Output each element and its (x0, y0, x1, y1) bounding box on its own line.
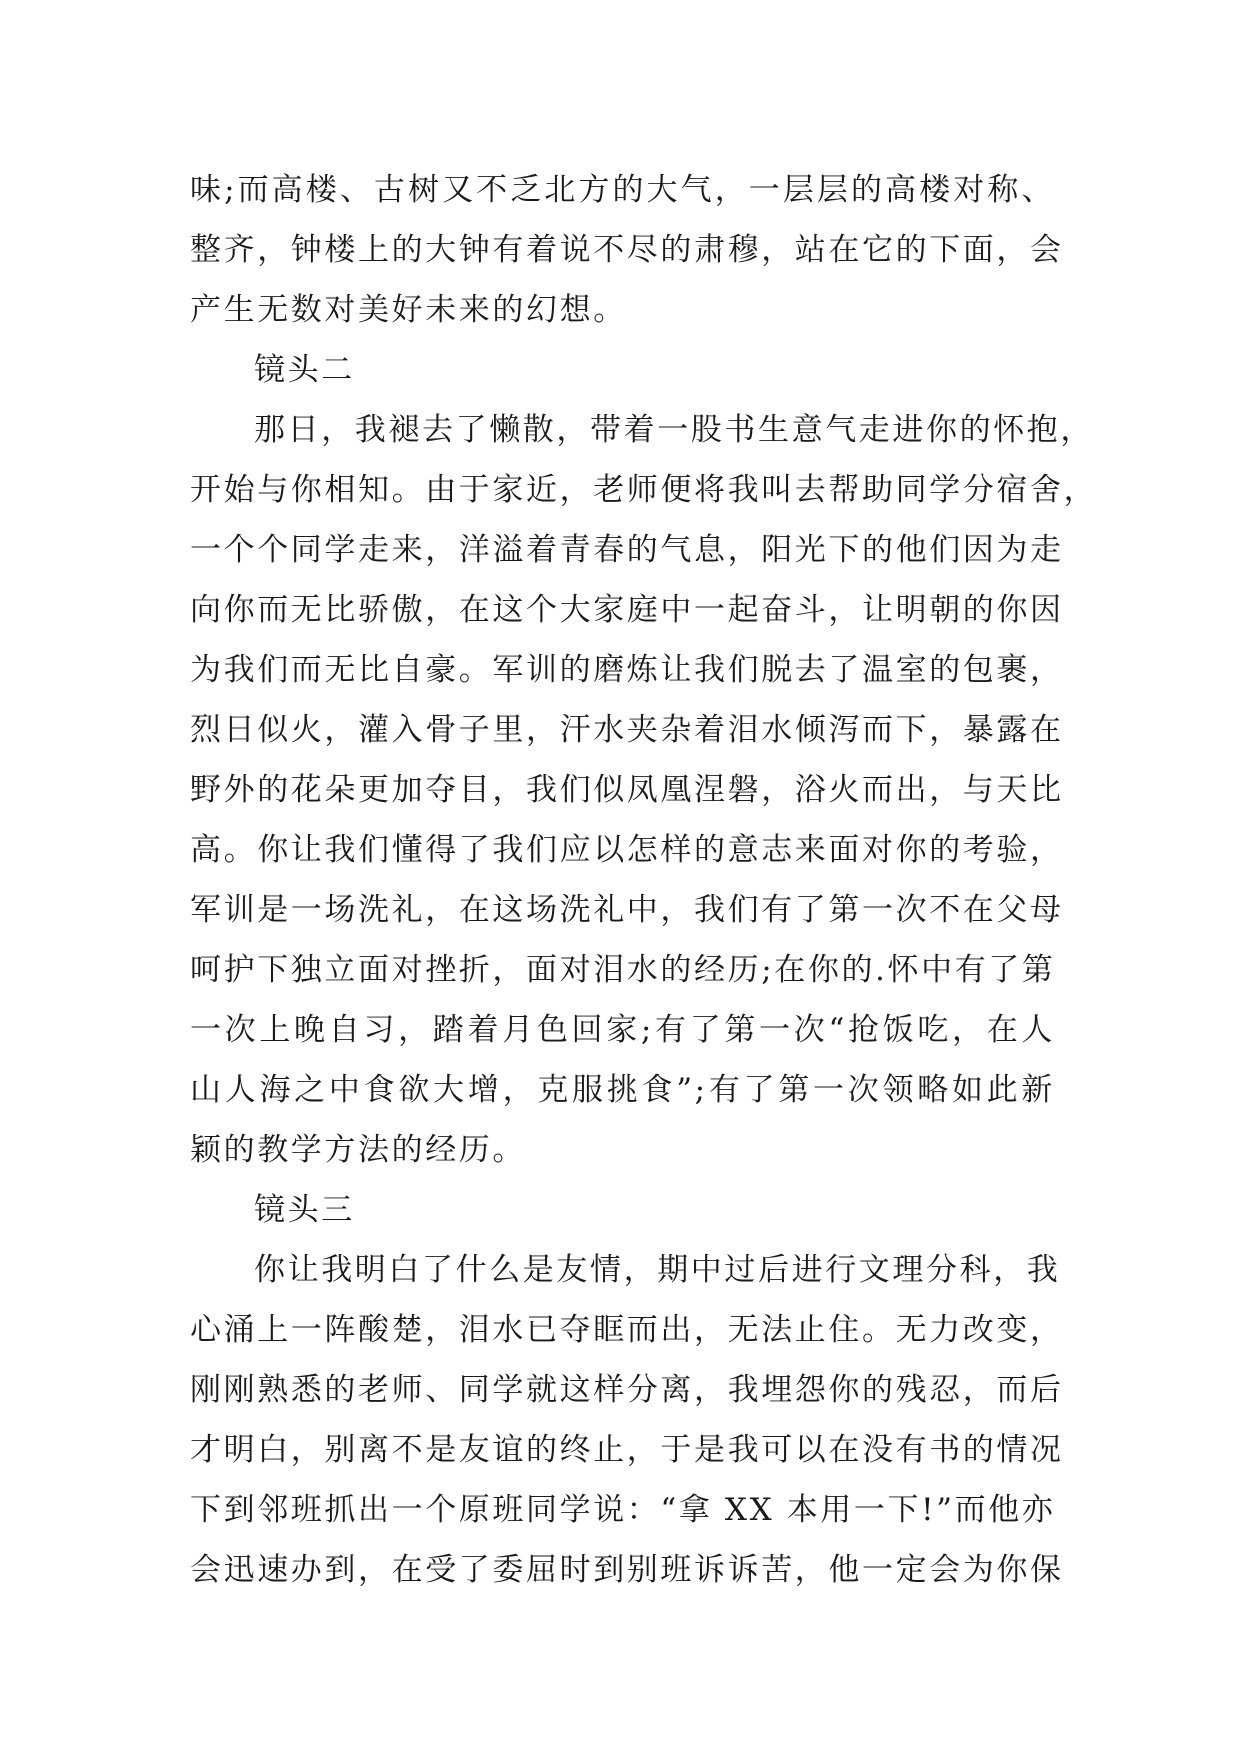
text-line: 向你而无比骄傲，在这个大家庭中一起奋斗，让明朝的你因 (190, 592, 1064, 628)
text-line: 产生无数对美好未来的幻想。 (190, 292, 627, 328)
document-body (190, 160, 1098, 1600)
text-line: 你让我明白了什么是友情，期中过后进行文理分科，我 (254, 1252, 1061, 1288)
text-line: 那日，我褪去了懒散，带着一股书生意气走进你的怀抱， (254, 412, 1094, 448)
section-heading-3: 镜头三 (254, 1192, 355, 1228)
text-line: 颖的教学方法的经历。 (190, 1132, 526, 1168)
paragraph-2 (190, 400, 1098, 1180)
text-line: 刚刚熟悉的老师、同学就这样分离，我埋怨你的残忍，而后 (190, 1372, 1064, 1408)
text-line: 烈日似火，灌入骨子里，汗水夹杂着泪水倾泻而下，暴露在 (190, 712, 1064, 748)
text-line: 味;而高楼、古树又不乏北方的大气，一层层的高楼对称、 (190, 172, 1055, 208)
text-line: 一个个同学走来，洋溢着青春的气息，阳光下的他们因为走 (190, 532, 1064, 568)
paragraph-1 (190, 160, 1064, 340)
text-line: 下到邻班抓出一个原班同学说：“拿 XX 本用一下!”而他亦 (190, 1492, 1056, 1528)
text-line: 高。你让我们懂得了我们应以怎样的意志来面对你的考验， (190, 832, 1064, 868)
paragraph-3 (190, 1240, 1064, 1600)
text-line: 山人海之中食欲大增，克服挑食”;有了第一次领略如此新 (190, 1072, 1055, 1108)
text-line: 一次上晚自习，踏着月色回家;有了第一次“抢饭吃，在人 (190, 1012, 1055, 1048)
text-line: 心涌上一阵酸楚，泪水已夺眶而出，无法止住。无力改变， (190, 1312, 1064, 1348)
text-line: 才明白，别离不是友谊的终止，于是我可以在没有书的情况 (190, 1432, 1064, 1468)
text-line: 军训是一场洗礼，在这场洗礼中，我们有了第一次不在父母 (190, 892, 1064, 928)
text-line: 呵护下独立面对挫折，面对泪水的经历;在你的.怀中有了第 (190, 952, 1056, 988)
text-line: 为我们而无比自豪。军训的磨炼让我们脱去了温室的包裹， (190, 652, 1064, 688)
text-line: 开始与你相知。由于家近，老师便将我叫去帮助同学分宿舍， (190, 472, 1098, 508)
text-line: 整齐，钟楼上的大钟有着说不尽的肃穆，站在它的下面，会 (190, 232, 1064, 268)
text-line: 会迅速办到，在受了委屈时到别班诉诉苦，他一定会为你保 (190, 1552, 1064, 1588)
section-heading-2: 镜头二 (254, 352, 355, 388)
text-line: 野外的花朵更加夺目，我们似凤凰涅磐，浴火而出，与天比 (190, 772, 1064, 808)
